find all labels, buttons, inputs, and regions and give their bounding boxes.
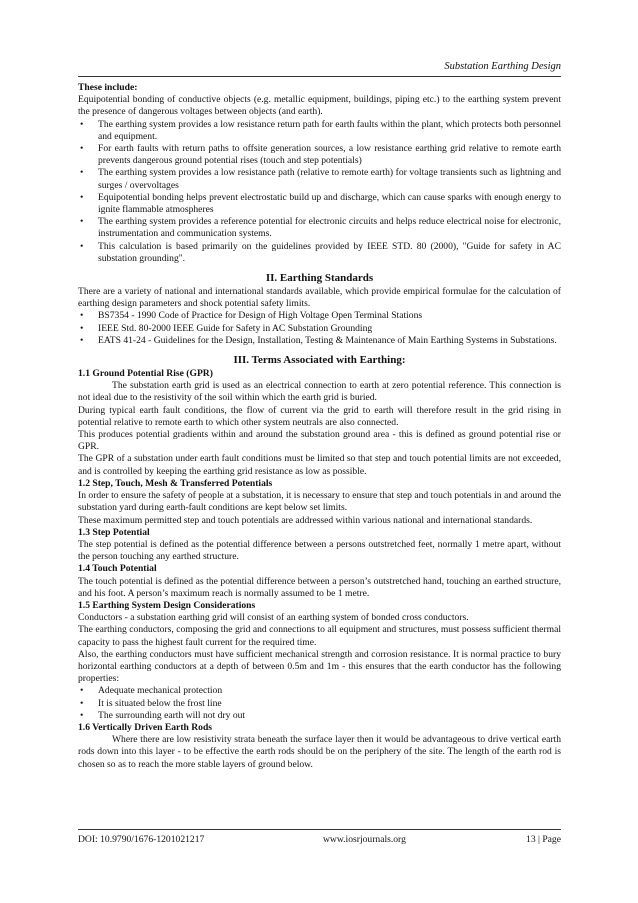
subsection-heading-touch-potential: 1.4 Touch Potential — [78, 563, 157, 575]
list-item: • The earthing system provides a reference potential for electronic circuits and helps reduce electrical noise for electronic, instrumentation and communication systems. — [78, 216, 561, 240]
list-item: • IEEE Std. 80-2000 IEEE Guide for Safety in AC Substation Grounding — [78, 323, 561, 335]
list-item: • BS7354 - 1990 Code of Practice for Design of High Voltage Open Terminal Stations — [78, 310, 561, 322]
gpr-paragraph-4: The GPR of a substation under earth fault conditions must be limited so that step and touch potential limits are not exceeded, and is controlled by keeping the earthing grid resistance as low as possible. — [78, 453, 561, 477]
list-item: • The earthing system provides a low resistance path (relative to remote earth) for voltage transients such as lightning and surges / overvoltages — [78, 167, 561, 191]
subsection-heading-design-considerations: 1.5 Earthing System Design Considerations — [78, 599, 256, 611]
footer-website: www.iosrjournals.org — [323, 834, 406, 845]
list-item: • Adequate mechanical protection — [78, 685, 561, 697]
intro-heading: These include: — [78, 82, 138, 93]
intro-paragraph: Equipotential bonding of conductive objects (e.g. metallic equipment, buildings, piping etc.) to the earthing system prevent the presence of dangerous voltages between objects (and earth). — [78, 94, 561, 118]
page-content — [78, 60, 561, 771]
section-heading-terms: III. Terms Associated with Earthing: — [233, 354, 406, 367]
list-item: • Equipotential bonding helps prevent electrostatic build up and discharge, which can cause sparks with enough energy to ignite flammable atmospheres — [78, 192, 561, 216]
intro-bullet-list — [78, 119, 561, 265]
list-item: • It is situated below the frost line — [78, 698, 561, 710]
section-heading-earthing-standards: II. Earthing Standards — [265, 272, 374, 285]
design-paragraph-2: The earthing conductors, composing the grid and connections to all equipment and structures, must possess sufficient thermal capacity to pass the highest fault current for the required time. — [78, 624, 561, 648]
list-item: • The surrounding earth will not dry out — [78, 710, 561, 722]
subsection-heading-earth-rods: 1.6 Vertically Driven Earth Rods — [78, 721, 213, 733]
footer-doi: DOI: 10.9790/1676-1201021217 — [78, 834, 205, 845]
subsection-heading-gpr: 1.1 Ground Potential Rise (GPR) — [78, 368, 213, 380]
list-item: • EATS 41-24 - Guidelines for the Design, Installation, Testing & Maintenance of Main Earthing Systems in Substations. — [78, 335, 561, 347]
gpr-paragraph-1: The substation earth grid is used as an electrical connection to earth at zero potential reference. This connection is not ideal due to the resistivity of the soil within which the earth grid is buried. — [78, 380, 561, 404]
earth-rods-paragraph: Where there are low resistivity strata beneath the surface layer then it would be advantageous to drive vertical earth rods down into this layer - to be effective the earth rods should be on the periphery of the site. The length of the earth rod is chosen so as to reach the more stable layers of ground below. — [78, 734, 561, 770]
list-item: • This calculation is based primarily on the guidelines provided by IEEE STD. 80 (2000), "Guide for safety in AC substation grounding". — [78, 241, 561, 265]
list-item: • The earthing system provides a low resistance return path for earth faults within the plant, which protects both personnel and equipment. — [78, 119, 561, 143]
list-item: • For earth faults with return paths to offsite generation sources, a low resistance earthing grid relative to remote earth prevents dangerous ground potential rises (touch and step potentials) — [78, 143, 561, 167]
subsection-heading-step-potential: 1.3 Step Potential — [78, 526, 150, 538]
gpr-paragraph-3: This produces potential gradients within and around the substation ground area - this is defined as ground potential rise or GPR. — [78, 429, 561, 453]
section2-paragraph: There are a variety of national and international standards available, which provide empirical formulae for the calculation of earthing design parameters and shock potential safety limits. — [78, 286, 561, 310]
potentials-paragraph-1: In order to ensure the safety of people at a substation, it is necessary to ensure that step and touch potentials in and around the substation yard during earth-fault conditions are kept below set limits. — [78, 490, 561, 514]
gpr-paragraph-2: During typical earth fault conditions, the flow of current via the grid to earth will therefore result in the grid rising in potential relative to remote earth to which other system neutrals are also connected. — [78, 404, 561, 428]
properties-bullet-list — [78, 685, 561, 722]
potentials-paragraph-2: These maximum permitted step and touch potentials are addressed within various national and international standards. — [78, 514, 533, 526]
page-footer — [78, 829, 561, 845]
design-paragraph-1: Conductors - a substation earthing grid will consist of an earthing system of bonded cross conductors. — [78, 612, 469, 624]
step-potential-paragraph: The step potential is defined as the potential difference between a persons outstretched feet, normally 1 metre apart, without the person touching any earthed structure. — [78, 538, 561, 563]
running-header: Substation Earthing Design — [78, 60, 561, 77]
subsection-heading-potentials: 1.2 Step, Touch, Mesh & Transferred Potentials — [78, 477, 273, 489]
design-paragraph-3: Also, the earthing conductors must have sufficient mechanical strength and corrosion resistance. It is normal practice to bury horizontal earthing conductors at a depth of between 0.5m and 1m - this ensures that the earth conductor has the following properties: — [78, 648, 561, 685]
footer-page-number: 13 | Page — [526, 834, 561, 845]
touch-potential-paragraph: The touch potential is defined as the potential difference between a person’s outstretched hand, touching an earthed structure, and his foot. A person’s maximum reach is normally assumed to be 1 metre. — [78, 575, 561, 599]
standards-bullet-list — [78, 310, 561, 347]
